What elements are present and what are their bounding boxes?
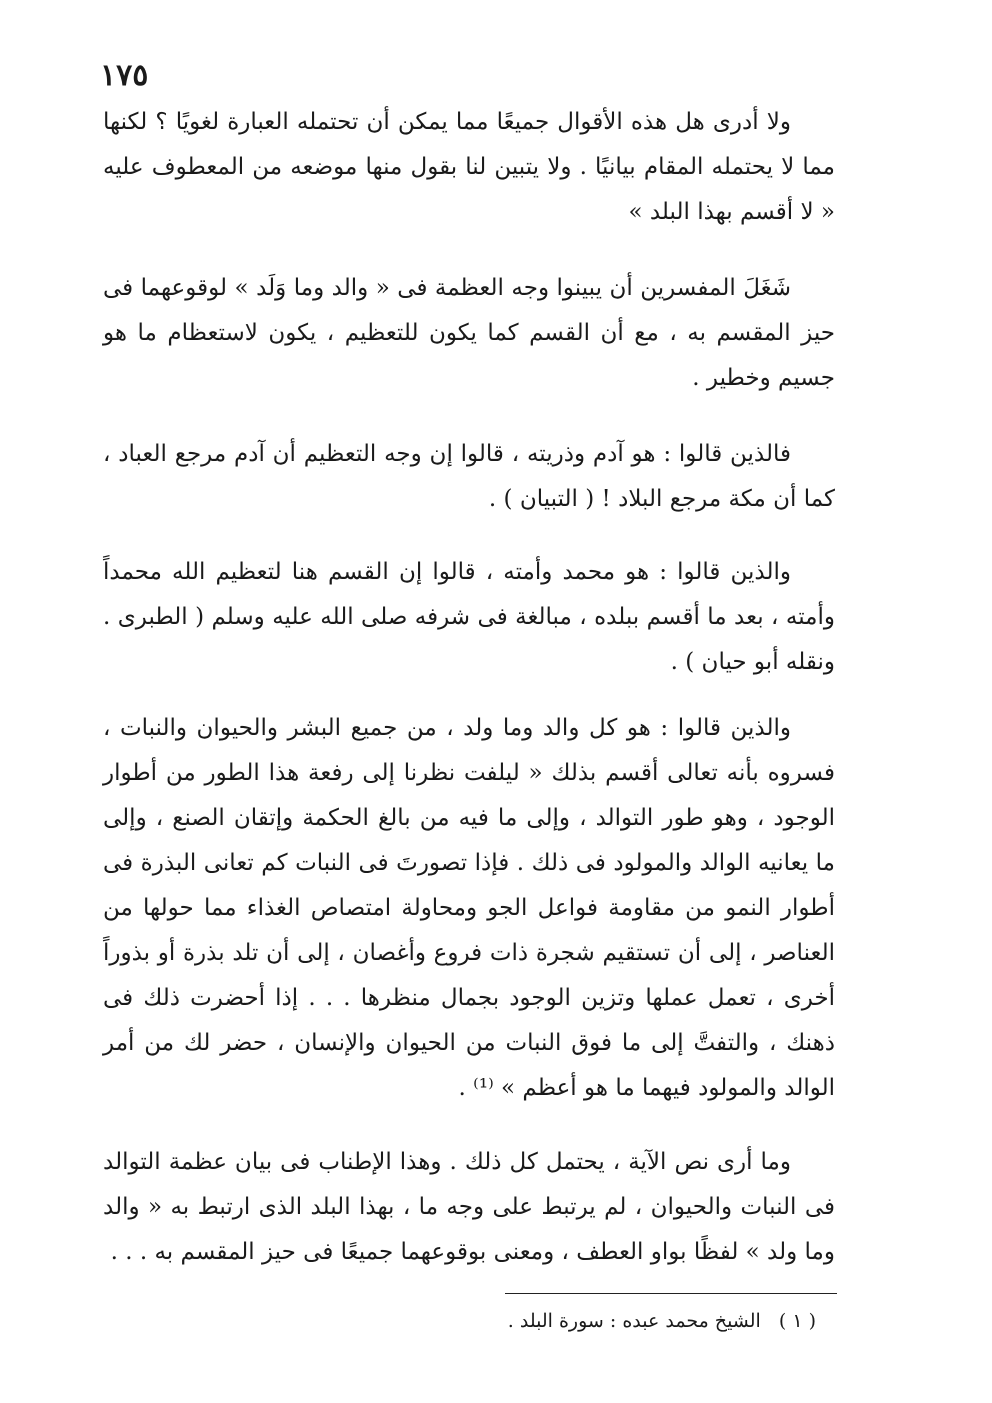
footnote-marker: ( ١ ) bbox=[778, 1310, 816, 1332]
paragraph-3 bbox=[103, 432, 835, 522]
paragraph-2 bbox=[103, 266, 835, 401]
paragraph-5-text: والذين قالوا : هو كل والد وما ولد ، من جميع البشر والحيوان والنبات ، فسروه بأنه تعالى أقسم بذلك « ليلفت نظرنا إلى رفعة هذا الطور من أطوار الوجود ، وهو طور التوالد ، وإلى ما فيه من بالغ الحكمة وإتقان الصنع ، وإلى ما يعانيه الوالد والمولود فى ذلك . فإذا تصورتَ فى النبات كم تعانى البذرة فى أطوار النمو من مقاومة فواعل الجو ومحاولة امتصاص الغذاء مما حولها من العناصر ، إلى أن تستقيم شجرة ذات فروع وأغصان ، إلى أن تلد بذرة أو بذوراً أخرى ، تعمل عملها وتزين الوجود بجمال منظرها . . . إذا أحضرت ذلك فى ذهنك ، والتفتَّ إلى ما فوق النبات من الحيوان والإنسان ، حضر لك من أمر الوالد والمولود فيهما ما هو أعظم » ⁽¹⁾ . bbox=[103, 715, 836, 1101]
paragraph-1-text: ولا أدرى هل هذه الأقوال جميعًا مما يمكن أن تحتمله العبارة لغويًا ؟ لكنها مما لا يحتمله المقام بيانيًا . ولا يتبين لنا بقول منها موضعه من المعطوف عليه « لا أقسم بهذا البلد » bbox=[103, 109, 835, 225]
paragraph-3-text: فالذين قالوا : هو آدم وذريته ، قالوا إن وجه التعظيم أن آدم مرجع العباد ، كما أن مكة مرجع البلاد ! ( التبيان ) . bbox=[103, 441, 835, 512]
paragraph-2-text: شَغَلَ المفسرين أن يبينوا وجه العظمة فى « والد وما وَلَد » لوقوعهما فى حيز المقسم به ، مع أن القسم كما يكون للتعظيم ، يكون لاستعظام ما هو جسيم وخطير . bbox=[103, 275, 835, 391]
footnote-text: الشيخ محمد عبده : سورة البلد . bbox=[507, 1310, 761, 1332]
footnote-divider bbox=[505, 1293, 837, 1294]
paragraph-1 bbox=[103, 100, 835, 235]
paragraph-6-text: وما أرى نص الآية ، يحتمل كل ذلك . وهذا الإطناب فى بيان عظمة التوالد فى النبات والحيوان ، لم يرتبط على وجه ما ، بهذا البلد الذى ارتبط به « والد وما ولد » لفظًا بواو العطف ، ومعنى بوقوعهما جميعًا فى حيز المقسم به . . . bbox=[103, 1149, 835, 1265]
paragraph-4-text: والذين قالوا : هو محمد وأمته ، قالوا إن القسم هنا لتعظيم الله محمداً وأمته ، بعد ما أقسم ببلده ، مبالغة فى شرفه صلى الله عليه وسلم ( الطبرى . ونقله أبو حيان ) . bbox=[103, 559, 835, 675]
page-number: ١٧٥ bbox=[100, 58, 149, 93]
paragraph-4 bbox=[103, 550, 835, 685]
footnote bbox=[440, 1306, 816, 1336]
paragraph-6 bbox=[103, 1140, 835, 1275]
paragraph-5 bbox=[103, 706, 835, 1111]
